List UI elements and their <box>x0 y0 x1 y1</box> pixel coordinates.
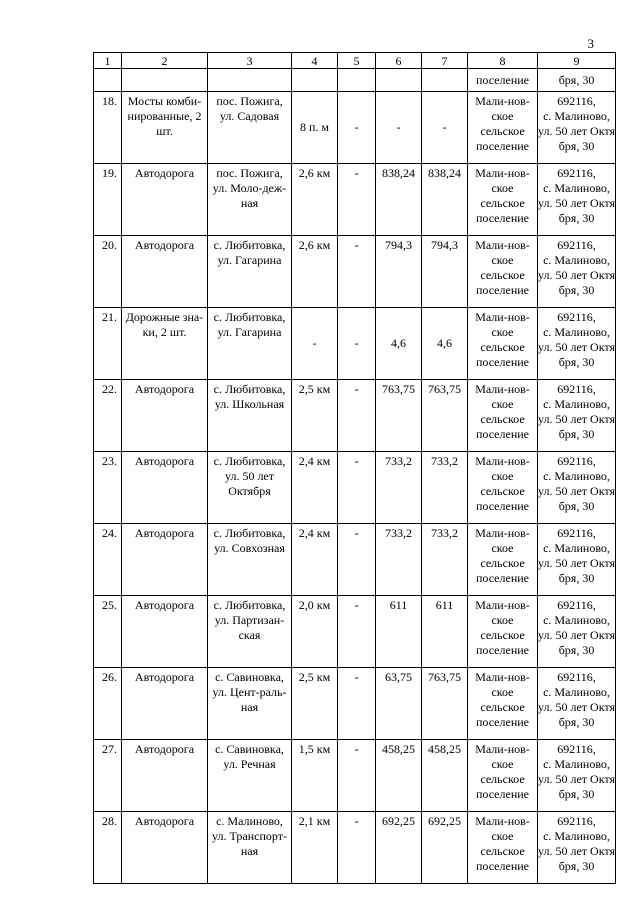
holder-cell-text: Мали-нов-ское сельское поселение <box>475 814 530 873</box>
value-cell <box>422 380 468 452</box>
page-number: 3 <box>587 36 594 51</box>
row-number-cell-text: 23. <box>102 454 117 468</box>
row-number-cell <box>94 812 122 884</box>
row-number-cell-text: 18. <box>102 94 117 108</box>
object-name-cell <box>122 596 208 668</box>
address-line: бря, 30 <box>558 211 595 225</box>
address-line: 692116, <box>557 238 596 252</box>
holder-cell <box>468 596 538 668</box>
location-cell <box>208 380 292 452</box>
location-cell <box>208 308 292 380</box>
empty-cell <box>422 69 468 92</box>
value-cell <box>376 596 422 668</box>
row-number-cell-text: 27. <box>102 742 117 756</box>
empty-cell <box>94 69 122 92</box>
address-line: с. Малиново, <box>543 181 610 195</box>
length-cell-text: 2,4 км <box>298 526 331 540</box>
value-cell <box>422 668 468 740</box>
address-line: с. Малиново, <box>543 541 610 555</box>
value-cell-text: 733,2 <box>385 454 412 468</box>
column-number: 7 <box>422 53 468 69</box>
length-cell-text: 2,0 км <box>298 598 331 612</box>
table-row <box>94 596 616 668</box>
value-cell-text: 611 <box>435 598 454 612</box>
value-cell-text: 733,2 <box>431 526 458 540</box>
table-row <box>94 812 616 884</box>
location-cell <box>208 668 292 740</box>
address-line: 692116, <box>557 670 596 684</box>
value-cell <box>376 164 422 236</box>
address-line: с. Малиново, <box>543 397 610 411</box>
location-cell <box>208 92 292 164</box>
column-number: 3 <box>208 53 292 69</box>
value-cell <box>376 740 422 812</box>
holder-cell <box>468 164 538 236</box>
address-cell <box>538 452 616 524</box>
address-line: 692116, <box>557 310 596 324</box>
empty-cell <box>292 69 338 92</box>
column-number: 4 <box>292 53 338 69</box>
length-cell <box>292 452 338 524</box>
address-line: с. Малиново, <box>543 469 610 483</box>
address-line: бря, 30 <box>558 571 595 585</box>
address-line: с. Малиново, <box>543 253 610 267</box>
length-cell-text: 8 п. м <box>299 120 329 134</box>
value-cell <box>422 812 468 884</box>
length-cell-text: 2,6 км <box>298 238 331 252</box>
holder-cell-text: Мали-нов-ское сельское поселение <box>475 526 530 585</box>
value-cell <box>338 92 376 164</box>
address-line: ул. 50 лет Октя <box>538 772 615 786</box>
length-cell-text: - <box>312 336 317 350</box>
holder-cell <box>468 812 538 884</box>
address-line: 692116, <box>557 454 596 468</box>
location-cell-text: пос. Пожига, ул. Моло-деж-ная <box>212 166 287 210</box>
holder-cell <box>468 452 538 524</box>
value-cell <box>338 596 376 668</box>
table-body <box>94 53 616 884</box>
object-name-cell-text: Автодорога <box>134 526 195 540</box>
address-line: ул. 50 лет Октя <box>538 556 615 570</box>
address-line: бря, 30 <box>558 355 595 369</box>
object-name-cell <box>122 236 208 308</box>
table-row <box>94 308 616 380</box>
column-number: 9 <box>538 53 616 69</box>
holder-cell <box>468 380 538 452</box>
registry-table <box>93 52 616 884</box>
address-line: ул. 50 лет Октя <box>538 124 615 138</box>
value-cell-text: 733,2 <box>431 454 458 468</box>
value-cell <box>422 164 468 236</box>
empty-cell <box>376 69 422 92</box>
location-cell-text: с. Любитовка, ул. Партизан-ская <box>213 598 286 642</box>
length-cell-text: 2,6 км <box>298 166 331 180</box>
value-cell-text: 763,75 <box>382 382 415 396</box>
location-cell-text: с. Любитовка, ул. Гагарина <box>213 238 286 267</box>
object-name-cell-text: Автодорога <box>134 598 195 612</box>
value-cell-text: 838,24 <box>382 166 415 180</box>
value-cell <box>376 452 422 524</box>
holder-cell-text: Мали-нов-ское сельское поселение <box>475 454 530 513</box>
address-cell: бря, 30 <box>538 69 616 92</box>
value-cell-text: - <box>354 336 359 350</box>
table-row <box>94 92 616 164</box>
length-cell <box>292 596 338 668</box>
address-line: ул. 50 лет Октя <box>538 628 615 642</box>
holder-cell-text: Мали-нов-ское сельское поселение <box>475 742 530 801</box>
location-cell <box>208 164 292 236</box>
address-line: с. Малиново, <box>543 109 610 123</box>
row-number-cell <box>94 596 122 668</box>
object-name-cell-text: Мосты комби-нированные, 2 шт. <box>127 94 202 138</box>
address-line: 692116, <box>557 526 596 540</box>
value-cell <box>338 452 376 524</box>
location-cell <box>208 740 292 812</box>
value-cell-text: 794,3 <box>431 238 458 252</box>
value-cell <box>376 308 422 380</box>
row-number-cell-text: 19. <box>102 166 117 180</box>
value-cell-text: - <box>354 454 359 468</box>
value-cell-text: - <box>354 598 359 612</box>
table-row <box>94 380 616 452</box>
column-number: 1 <box>94 53 122 69</box>
address-line: бря, 30 <box>558 859 595 873</box>
value-cell-text: 763,75 <box>428 670 461 684</box>
value-cell <box>338 740 376 812</box>
column-number: 5 <box>338 53 376 69</box>
value-cell <box>338 668 376 740</box>
holder-cell <box>468 524 538 596</box>
value-cell-text: - <box>396 120 401 134</box>
location-cell <box>208 524 292 596</box>
value-cell <box>422 452 468 524</box>
location-cell-text: с. Савиновка, ул. Цент-раль-ная <box>212 670 287 714</box>
length-cell <box>292 236 338 308</box>
holder-cell <box>468 236 538 308</box>
location-cell <box>208 452 292 524</box>
value-cell <box>376 236 422 308</box>
value-cell-text: 692,25 <box>382 814 415 828</box>
value-cell <box>422 524 468 596</box>
value-cell-text: 458,25 <box>428 742 461 756</box>
holder-cell <box>468 92 538 164</box>
value-cell <box>338 812 376 884</box>
address-line: бря, 30 <box>558 499 595 513</box>
address-cell <box>538 380 616 452</box>
row-number-cell <box>94 452 122 524</box>
object-name-cell <box>122 812 208 884</box>
object-name-cell-text: Автодорога <box>134 166 195 180</box>
object-name-cell-text: Автодорога <box>134 814 195 828</box>
address-cell <box>538 308 616 380</box>
value-cell-text: - <box>354 238 359 252</box>
empty-cell <box>122 69 208 92</box>
value-cell-text: 763,75 <box>428 382 461 396</box>
value-cell-text: 838,24 <box>428 166 461 180</box>
value-cell <box>338 524 376 596</box>
row-number-cell <box>94 164 122 236</box>
value-cell-text: 794,3 <box>385 238 412 252</box>
address-cell <box>538 164 616 236</box>
row-number-cell <box>94 380 122 452</box>
value-cell-text: - <box>442 120 447 134</box>
table-row <box>94 668 616 740</box>
length-cell <box>292 740 338 812</box>
object-name-cell <box>122 92 208 164</box>
table-row <box>94 236 616 308</box>
table-row <box>94 164 616 236</box>
location-cell-text: с. Любитовка, ул. 50 лет Октября <box>213 454 286 498</box>
address-line: ул. 50 лет Октя <box>538 268 615 282</box>
object-name-cell-text: Дорожные зна-ки, 2 шт. <box>125 310 204 339</box>
table-row <box>94 524 616 596</box>
object-name-cell <box>122 380 208 452</box>
column-number-row <box>94 53 616 69</box>
object-name-cell-text: Автодорога <box>134 238 195 252</box>
value-cell <box>422 596 468 668</box>
address-line: бря, 30 <box>558 715 595 729</box>
length-cell-text: 2,5 км <box>298 670 331 684</box>
holder-cell-text: Мали-нов-ское сельское поселение <box>475 310 530 369</box>
address-line: ул. 50 лет Октя <box>538 484 615 498</box>
table-row <box>94 740 616 812</box>
value-cell-text: - <box>354 526 359 540</box>
address-cell <box>538 740 616 812</box>
value-cell <box>376 92 422 164</box>
address-line: 692116, <box>557 598 596 612</box>
location-cell-text: с. Савиновка, ул. Речная <box>215 742 284 771</box>
holder-cell-text: Мали-нов-ское сельское поселение <box>475 94 530 153</box>
address-line: с. Малиново, <box>543 829 610 843</box>
address-line: бря, 30 <box>558 139 595 153</box>
holder-cell <box>468 308 538 380</box>
address-line: 692116, <box>557 814 596 828</box>
address-cell <box>538 236 616 308</box>
value-cell-text: - <box>354 742 359 756</box>
address-line: 692116, <box>557 166 596 180</box>
value-cell <box>376 380 422 452</box>
holder-cell-text: Мали-нов-ское сельское поселение <box>475 238 530 297</box>
value-cell <box>338 380 376 452</box>
holder-cell-text: Мали-нов-ское сельское поселение <box>475 670 530 729</box>
address-line: с. Малиново, <box>543 685 610 699</box>
length-cell-text: 1,5 км <box>298 742 331 756</box>
holder-cell-text: Мали-нов-ское сельское поселение <box>475 166 530 225</box>
object-name-cell <box>122 452 208 524</box>
address-cell <box>538 92 616 164</box>
location-cell-text: с. Любитовка, ул. Школьная <box>213 382 286 411</box>
row-number-cell-text: 22. <box>102 382 117 396</box>
row-number-cell <box>94 524 122 596</box>
value-cell-text: - <box>354 670 359 684</box>
location-cell-text: с. Малиново, ул. Транспорт-ная <box>212 814 287 858</box>
continuation-row <box>94 69 616 92</box>
address-cell <box>538 596 616 668</box>
object-name-cell-text: Автодорога <box>134 742 195 756</box>
value-cell <box>376 812 422 884</box>
length-cell-text: 2,5 км <box>298 382 331 396</box>
object-name-cell <box>122 308 208 380</box>
value-cell <box>422 308 468 380</box>
object-name-cell <box>122 164 208 236</box>
value-cell <box>338 308 376 380</box>
address-line: 692116, <box>557 94 596 108</box>
location-cell-text: с. Любитовка, ул. Гагарина <box>213 310 286 339</box>
row-number-cell-text: 24. <box>102 526 117 540</box>
object-name-cell <box>122 668 208 740</box>
value-cell-text: 4,6 <box>437 336 452 350</box>
row-number-cell-text: 28. <box>102 814 117 828</box>
value-cell <box>376 668 422 740</box>
location-cell <box>208 596 292 668</box>
address-line: ул. 50 лет Октя <box>538 844 615 858</box>
row-number-cell-text: 26. <box>102 670 117 684</box>
holder-cell: поселение <box>468 69 538 92</box>
length-cell <box>292 92 338 164</box>
address-line: ул. 50 лет Октя <box>538 340 615 354</box>
holder-cell <box>468 740 538 812</box>
address-line: ул. 50 лет Октя <box>538 412 615 426</box>
location-cell <box>208 812 292 884</box>
address-cell <box>538 668 616 740</box>
address-line: с. Малиново, <box>543 613 610 627</box>
length-cell <box>292 812 338 884</box>
value-cell-text: 458,25 <box>382 742 415 756</box>
holder-cell-text: Мали-нов-ское сельское поселение <box>475 382 530 441</box>
address-cell <box>538 812 616 884</box>
address-line: 692116, <box>557 382 596 396</box>
holder-cell-text: Мали-нов-ское сельское поселение <box>475 598 530 657</box>
location-cell-text: с. Любитовка, ул. Совхозная <box>213 526 286 555</box>
object-name-cell <box>122 524 208 596</box>
length-cell <box>292 164 338 236</box>
row-number-cell <box>94 92 122 164</box>
length-cell <box>292 524 338 596</box>
length-cell <box>292 308 338 380</box>
value-cell-text: 63,75 <box>385 670 412 684</box>
value-cell-text: - <box>354 382 359 396</box>
row-number-cell <box>94 668 122 740</box>
location-cell <box>208 236 292 308</box>
object-name-cell-text: Автодорога <box>134 454 195 468</box>
value-cell-text: - <box>354 120 359 134</box>
row-number-cell-text: 21. <box>102 310 117 324</box>
row-number-cell <box>94 740 122 812</box>
address-line: бря, 30 <box>558 643 595 657</box>
row-number-cell-text: 20. <box>102 238 117 252</box>
address-line: ул. 50 лет Октя <box>538 196 615 210</box>
column-number: 6 <box>376 53 422 69</box>
empty-cell <box>208 69 292 92</box>
value-cell <box>422 92 468 164</box>
value-cell-text: 4,6 <box>391 336 406 350</box>
value-cell-text: 611 <box>389 598 408 612</box>
holder-cell <box>468 668 538 740</box>
value-cell <box>422 236 468 308</box>
object-name-cell-text: Автодорога <box>134 670 195 684</box>
address-line: бря, 30 <box>558 787 595 801</box>
address-line: 692116, <box>557 742 596 756</box>
table-row <box>94 452 616 524</box>
row-number-cell-text: 25. <box>102 598 117 612</box>
address-cell <box>538 524 616 596</box>
length-cell <box>292 668 338 740</box>
length-cell-text: 2,1 км <box>298 814 331 828</box>
object-name-cell <box>122 740 208 812</box>
address-line: бря, 30 <box>558 427 595 441</box>
object-name-cell-text: Автодорога <box>134 382 195 396</box>
value-cell-text: - <box>354 814 359 828</box>
value-cell-text: 692,25 <box>428 814 461 828</box>
value-cell <box>338 236 376 308</box>
address-line: бря, 30 <box>558 283 595 297</box>
row-number-cell <box>94 308 122 380</box>
length-cell <box>292 380 338 452</box>
address-line: с. Малиново, <box>543 757 610 771</box>
value-cell-text: 733,2 <box>385 526 412 540</box>
location-cell-text: пос. Пожига, ул. Садовая <box>216 94 283 123</box>
value-cell-text: - <box>354 166 359 180</box>
address-line: с. Малиново, <box>543 325 610 339</box>
address-line: ул. 50 лет Октя <box>538 700 615 714</box>
column-number: 8 <box>468 53 538 69</box>
value-cell <box>338 164 376 236</box>
value-cell <box>422 740 468 812</box>
value-cell <box>376 524 422 596</box>
row-number-cell <box>94 236 122 308</box>
column-number: 2 <box>122 53 208 69</box>
length-cell-text: 2,4 км <box>298 454 331 468</box>
empty-cell <box>338 69 376 92</box>
